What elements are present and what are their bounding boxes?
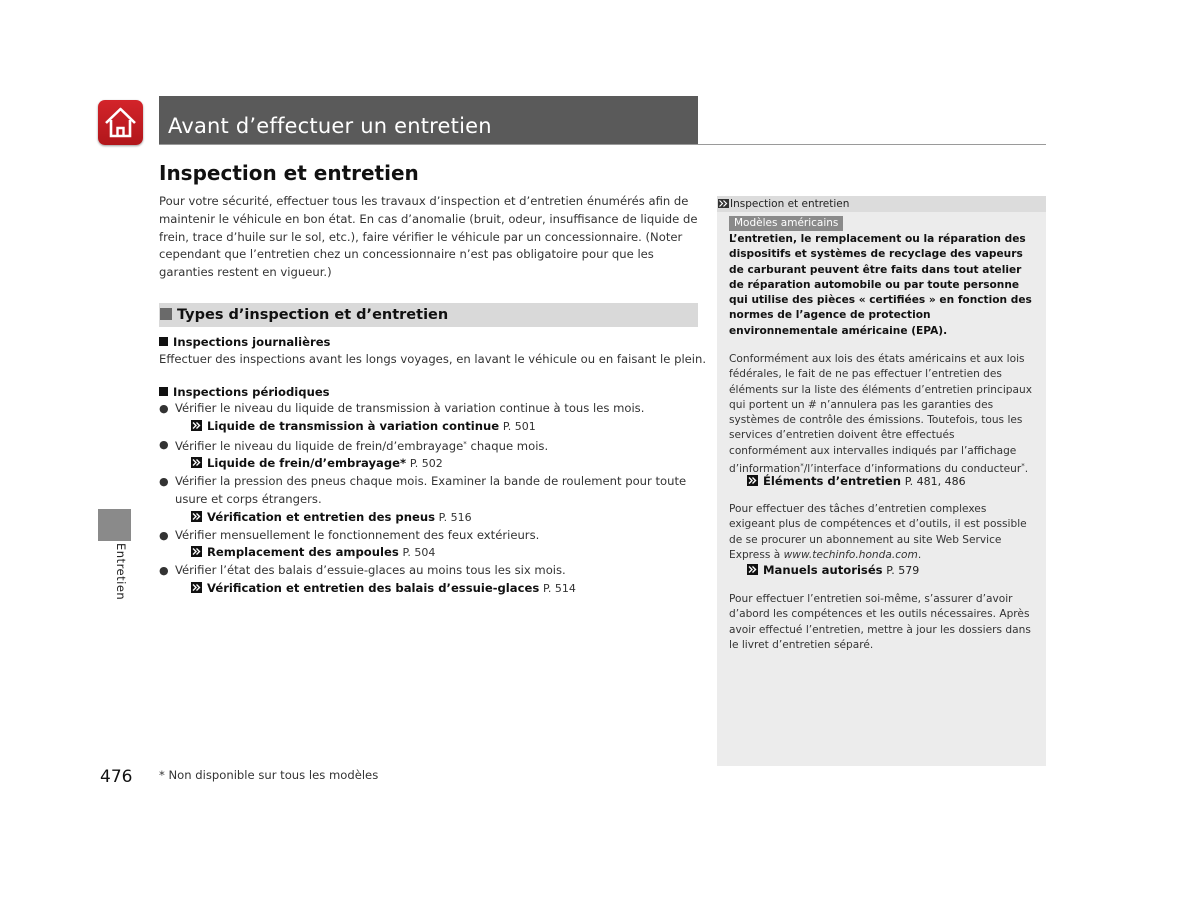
models-badge: Modèles américains	[729, 216, 843, 231]
chapter-tab-label: Entretien	[114, 543, 128, 601]
list-item-text-after: chaque mois.	[466, 438, 549, 453]
reference-arrow-icon	[191, 420, 202, 431]
sidebar-heading	[718, 196, 849, 212]
footnote-mark: *	[1021, 462, 1025, 471]
list-item	[159, 436, 699, 456]
reference-arrow-icon	[191, 511, 202, 522]
chapter-tab-marker[interactable]	[98, 509, 131, 541]
reference-label: Vérification et entretien des pneus	[207, 509, 435, 524]
footnote-mark: *	[463, 439, 467, 448]
reference-arrow-icon	[191, 582, 202, 593]
reference-label: Remplacement des ampoules	[207, 545, 399, 560]
reference-page: P. 579	[886, 564, 920, 577]
page-number: 476	[100, 767, 133, 787]
reference-label: Manuels autorisés	[763, 563, 883, 577]
home-icon-button[interactable]	[98, 100, 143, 145]
list-item	[159, 400, 699, 418]
square-bullet-icon	[159, 387, 168, 396]
techinfo-link[interactable]: www.techinfo.honda.com	[783, 548, 918, 561]
cross-reference-link[interactable]	[159, 418, 699, 436]
sidebar-heading-label: Inspection et entretien	[730, 198, 850, 210]
home-icon	[102, 104, 139, 141]
periodic-inspection-list	[159, 400, 699, 598]
subsection-square-icon	[160, 308, 172, 320]
bullet-icon: ●	[159, 402, 169, 415]
cross-reference-link[interactable]	[159, 544, 699, 562]
reference-page: P. 514	[542, 581, 576, 595]
reference-label: Vérification et entretien des balais d’essuie-glaces	[207, 580, 540, 595]
header-divider	[159, 144, 1046, 145]
reference-label: Liquide de frein/d’embrayage	[207, 456, 401, 471]
reference-page: P. 481, 486	[904, 475, 966, 488]
reference-page: P. 502	[409, 457, 443, 471]
reference-arrow-icon	[747, 475, 758, 486]
reference-label: Éléments d’entretien	[763, 474, 902, 488]
sidebar-bold-paragraph: L’entretien, le remplacement ou la réparation des dispositifs et systèmes de recyclage des vapeurs de carburant peuvent être faits dans tout atelier de réparation automobile ou par toute personne qui utilise des pièces « certifiées » en fonction des normes de l’agence de protection environnementale américaine (EPA).	[729, 233, 1032, 337]
bullet-icon: ●	[159, 528, 169, 542]
list-item-text: Vérifier la pression des pneus chaque mois. Examiner la bande de roulement pour toute usure et corps étrangers.	[175, 474, 687, 506]
section-title: Inspection et entretien	[159, 161, 419, 185]
double-chevron-icon	[718, 199, 729, 208]
daily-heading-label: Inspections journalières	[173, 335, 331, 349]
cross-reference-link[interactable]	[747, 473, 966, 490]
footnote-mark: *	[800, 462, 804, 471]
sidebar-paragraph-2-text: Pour effectuer des tâches d’entretien complexes exigeant plus de compétences et d’outils, il est possible de se procurer un abonnement au site Web Service Express à	[729, 503, 1027, 561]
bullet-icon: ●	[159, 475, 169, 489]
bullet-icon: ●	[159, 437, 169, 451]
subsection-title: Types d’inspection et d’entretien	[177, 307, 449, 323]
sidebar-paragraph-1-text: Conformément aux lois des états américains et aux lois fédérales, le fait de ne pas effectuer l’entretien des éléments sur la liste des éléments d’entretien principaux qui portent un # n’annulera pas les garanties des systèmes de contrôle des émissions. Toutefois, tous les services d’entretien doivent être effectués conformément aux intervalles indiqués par l’affichage d’information	[729, 353, 1032, 476]
list-item	[159, 562, 699, 580]
bullet-icon: ●	[159, 564, 169, 578]
daily-inspection-text: Effectuer des inspections avant les longs voyages, en lavant le véhicule ou en faisant le plein.	[159, 352, 707, 366]
cross-reference-link[interactable]	[159, 455, 699, 473]
intro-paragraph: Pour votre sécurité, effectuer tous les travaux d’inspection et d’entretien énumérés afin de maintenir le véhicule en bon état. En cas d’anomalie (bruit, odeur, insuffisance de liquide de frein, trace d’huile sur le sol, etc.), faire vérifier le véhicule par un concessionnaire. (Noter cependant que l’entretien chez un concessionnaire n’est pas obligatoire pour que les garanties restent en vigueur.)	[159, 194, 698, 280]
reference-label: Liquide de transmission à variation continue	[207, 418, 500, 433]
reference-arrow-icon	[747, 564, 758, 575]
footnote: * Non disponible sur tous les modèles	[159, 768, 379, 782]
sidebar-paragraph-2	[729, 502, 1035, 563]
list-item	[159, 527, 699, 545]
reference-page: P. 504	[402, 546, 436, 560]
list-item-text: Vérifier le niveau du liquide de transmission à variation continue à tous les mois.	[175, 401, 645, 415]
periodic-inspection-heading	[159, 384, 330, 400]
reference-page: P. 516	[438, 510, 472, 524]
list-item-text: Vérifier l’état des balais d’essuie-glaces au moins tous les six mois.	[175, 563, 566, 578]
sidebar-paragraph-3: Pour effectuer l’entretien soi-même, s’assurer d’avoir d’abord les compétences et les outils nécessaires. Après avoir effectué l’entretien, mettre à jour les dossiers dans le livret d’entretien séparé.	[729, 593, 1031, 651]
square-bullet-icon	[159, 337, 168, 346]
reference-page: P. 501	[502, 419, 536, 433]
sidebar-paragraph-1-end: .	[1024, 463, 1029, 476]
list-item-text: Vérifier mensuellement le fonctionnement des feux extérieurs.	[175, 527, 540, 542]
reference-arrow-icon	[191, 457, 202, 468]
cross-reference-link[interactable]	[159, 509, 699, 527]
periodic-heading-label: Inspections périodiques	[173, 385, 330, 399]
cross-reference-link[interactable]	[159, 580, 699, 598]
footnote-mark: *	[400, 456, 407, 471]
sidebar-paragraph-1	[729, 352, 1035, 477]
cross-reference-link[interactable]	[747, 562, 919, 579]
sidebar-paragraph-2-end: .	[917, 548, 922, 561]
reference-arrow-icon	[191, 546, 202, 557]
daily-inspection-heading	[159, 334, 330, 350]
chapter-title: Avant d’effectuer un entretien	[168, 114, 492, 138]
list-item-text: Vérifier le niveau du liquide de frein/d’embrayage	[175, 438, 464, 453]
list-item	[159, 473, 699, 509]
sidebar-paragraph-1-mid: /l’interface d’informations du conducteur	[803, 463, 1022, 476]
